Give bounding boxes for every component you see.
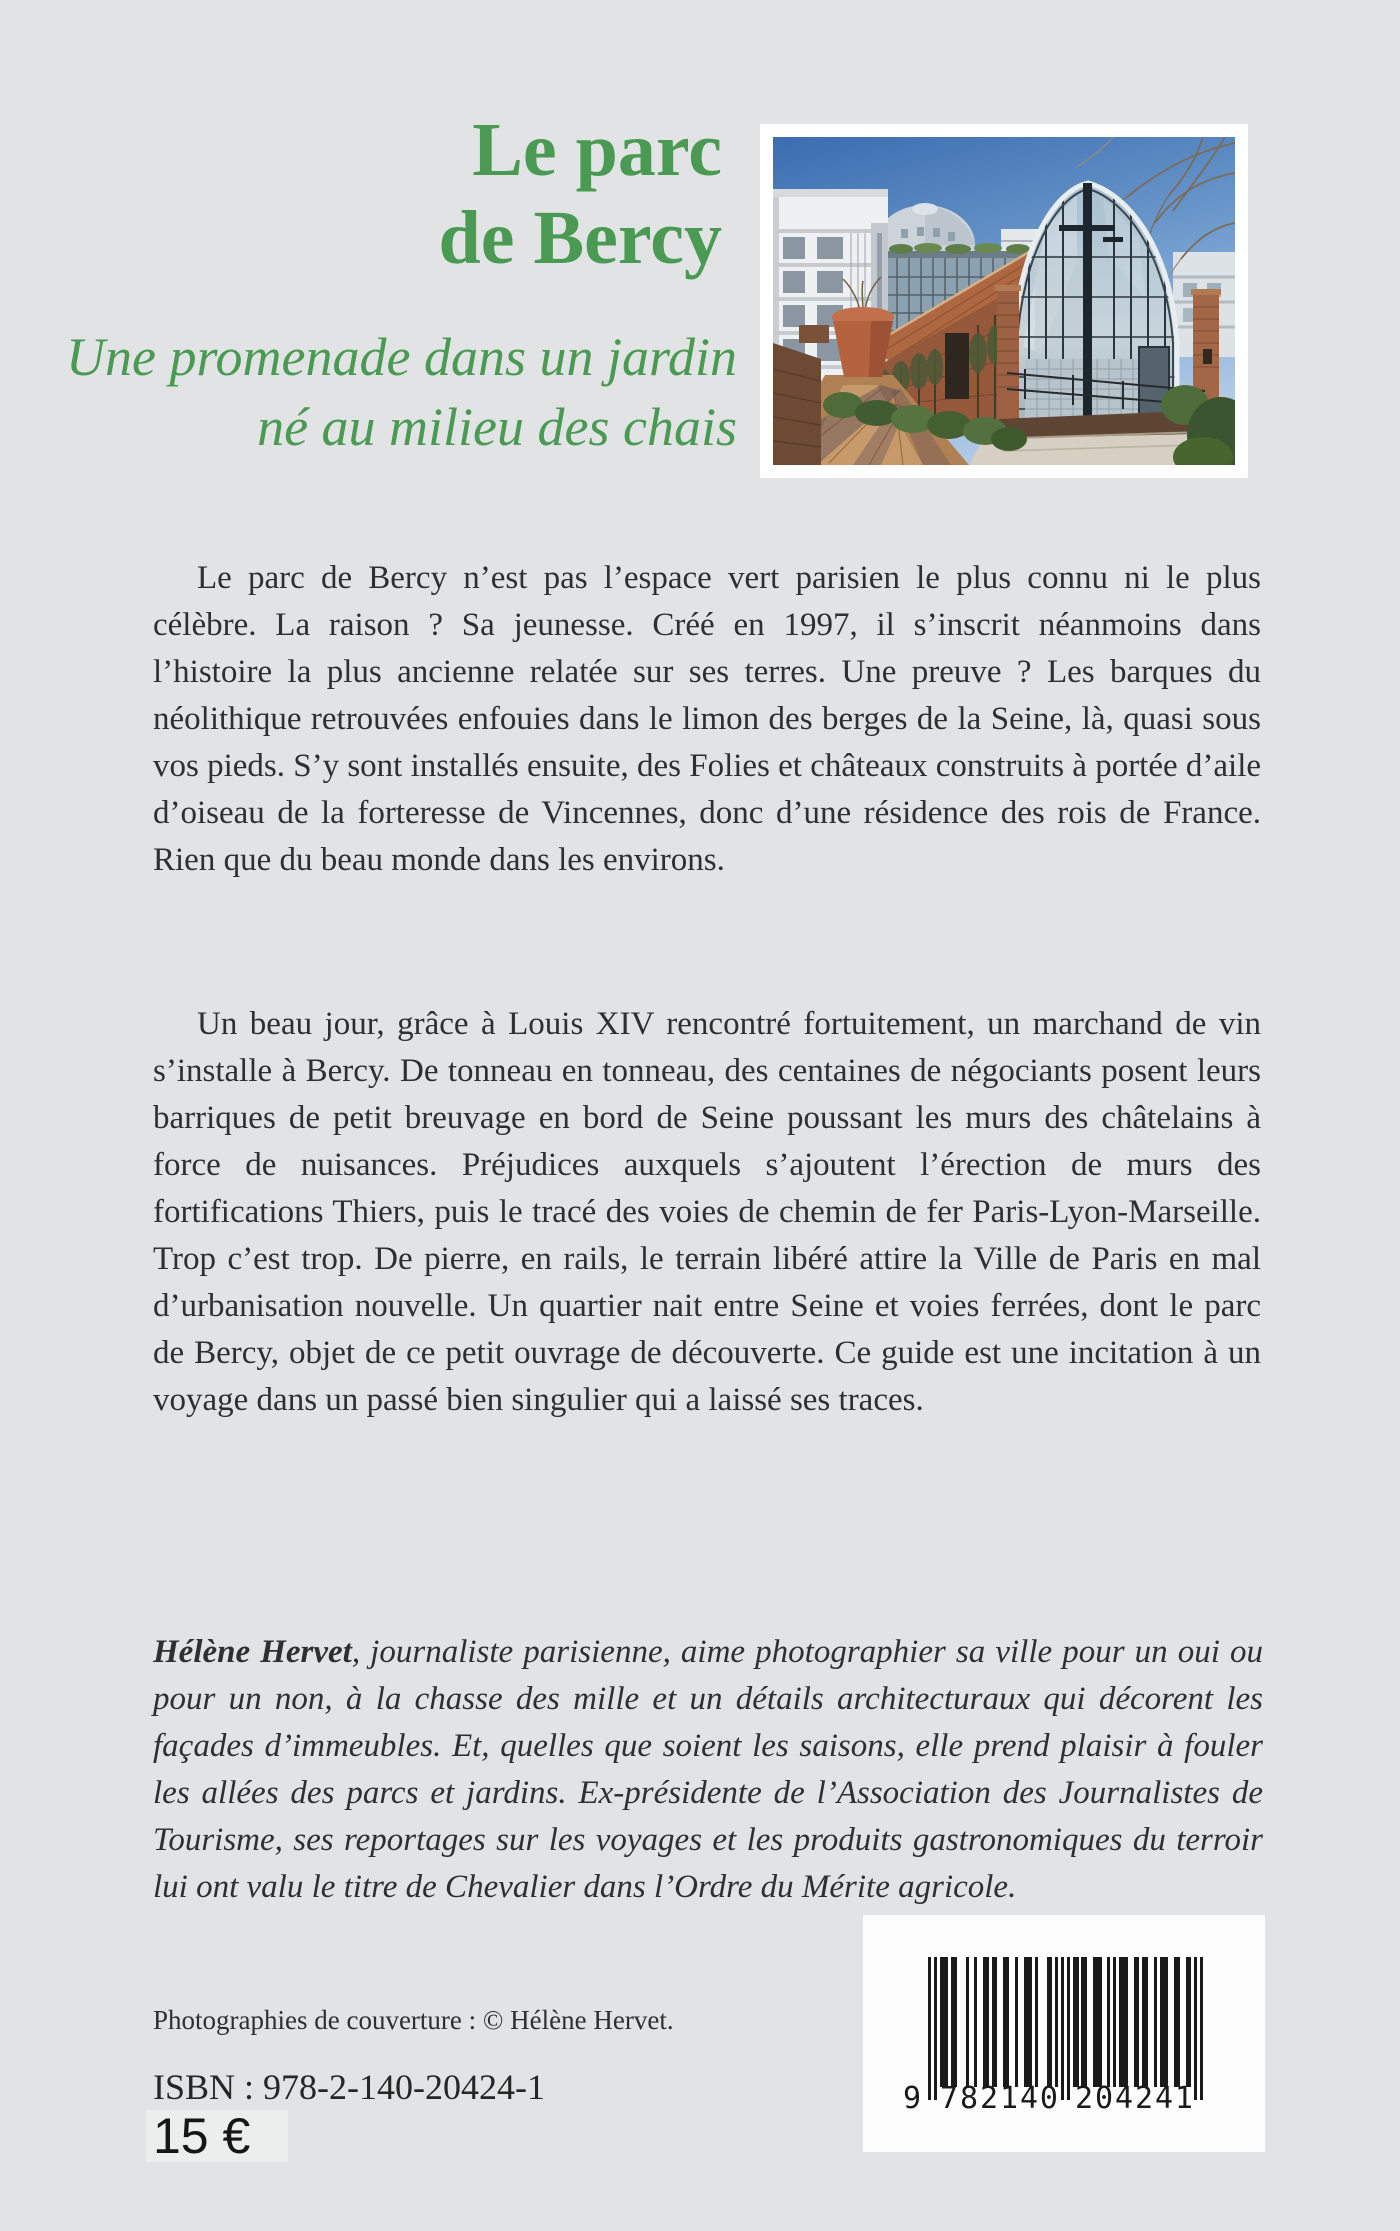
barcode-digit: 4 <box>1154 2081 1173 2116</box>
barcode-panel <box>863 1915 1265 2152</box>
barcode-digit: 4 <box>1019 2081 1038 2116</box>
cover-credits: Photographies de couverture : © Hélène Hervet. <box>153 2005 674 2035</box>
price-label: 15 € <box>153 2108 251 2164</box>
barcode-digit: 0 <box>1094 2081 1114 2116</box>
barcode-digit: 2 <box>979 2081 999 2116</box>
barcode-digit: 8 <box>959 2081 979 2116</box>
barcode-digit: 1 <box>999 2081 1019 2116</box>
author-name: Hélène Hervet <box>153 1634 352 1670</box>
cover-photo-illustration <box>773 137 1235 465</box>
isbn-text: ISBN : 978-2-140-20424-1 <box>153 2067 545 2107</box>
barcode-digit: 7 <box>940 2081 959 2116</box>
barcode-bars <box>928 1957 1203 2100</box>
title-line-2: de Bercy <box>438 196 722 280</box>
subtitle-line-1: Une promenade dans un jardin <box>66 327 737 387</box>
barcode-digits-left <box>940 2083 1058 2115</box>
barcode-digit: 4 <box>1114 2081 1134 2116</box>
barcode-digit: 0 <box>1039 2081 1058 2116</box>
book-subtitle <box>66 322 737 462</box>
paragraph-1: Le parc de Bercy n’est pas l’espace vert parisien le plus connu ni le plus célèbre. La raison ? Sa jeunesse. Créé en 1997, il s’inscrit néanmoins dans l’histoire la plus ancienne relatée sur ses terres. Une preuve ? Les barques du néolithique retrouvées enfouies dans le limon des berges de la Seine, là, quasi sous vos pieds. S’y sont installés ensuite, des Folies et châteaux construits à portée d’aile d’oiseau de la forteresse de Vincennes, donc d’une résidence des rois de France. Rien que du beau monde dans les environs. <box>153 560 1262 878</box>
author-bio <box>153 1629 1263 1911</box>
barcode-digit: 2 <box>1134 2081 1154 2116</box>
barcode-digits-right <box>1075 2083 1193 2115</box>
subtitle-line-2: né au milieu des chais <box>257 397 737 457</box>
barcode-digit: 1 <box>1174 2081 1193 2116</box>
paragraph-2: Un beau jour, grâce à Louis XIV rencontré fortuitement, un marchand de vin s’installe à Bercy. De tonneau en tonneau, des centaines de négociants posent leurs barriques de petit breuvage en bord de Seine poussant les murs des châtelains à force de nuisances. Préjudices auxquels s’ajoutent l’érection de murs des fortifications Thiers, puis le tracé des voies de chemin de fer Paris-Lyon-Marseille. Trop c’est trop. De pierre, en rails, le terrain libéré attire la Ville de Paris en mal d’urbanisation nouvelle. Un quartier nait entre Seine et voies ferrées, dont le parc de Bercy, objet de ce petit ouvrage de découverte. Ce guide est une incitation à un voyage dans un passé bien singulier qui a laissé ses traces. <box>153 1006 1261 1418</box>
author-bio-text: , journaliste parisienne, aime photographier sa ville pour un oui ou pour un non, à la chasse des mille et un détails architecturaux qui décorent les façades d’immeubles. Et, quelles que soient les saisons, elle prend plaisir à fouler les allées des parcs et jardins. Ex-présidente de l’Association des Journalistes de Tourisme, ses reportages sur les voyages et les produits gastronomiques du terroir lui ont valu le titre de Chevalier dans l’Ordre du Mérite agricole. <box>153 1634 1263 1905</box>
title-line-1: Le parc <box>472 108 722 192</box>
cover-photo-frame <box>760 124 1248 478</box>
barcode-digit: 2 <box>1075 2081 1094 2116</box>
book-title <box>438 106 722 282</box>
barcode-digit-leading: 9 <box>903 2081 922 2116</box>
